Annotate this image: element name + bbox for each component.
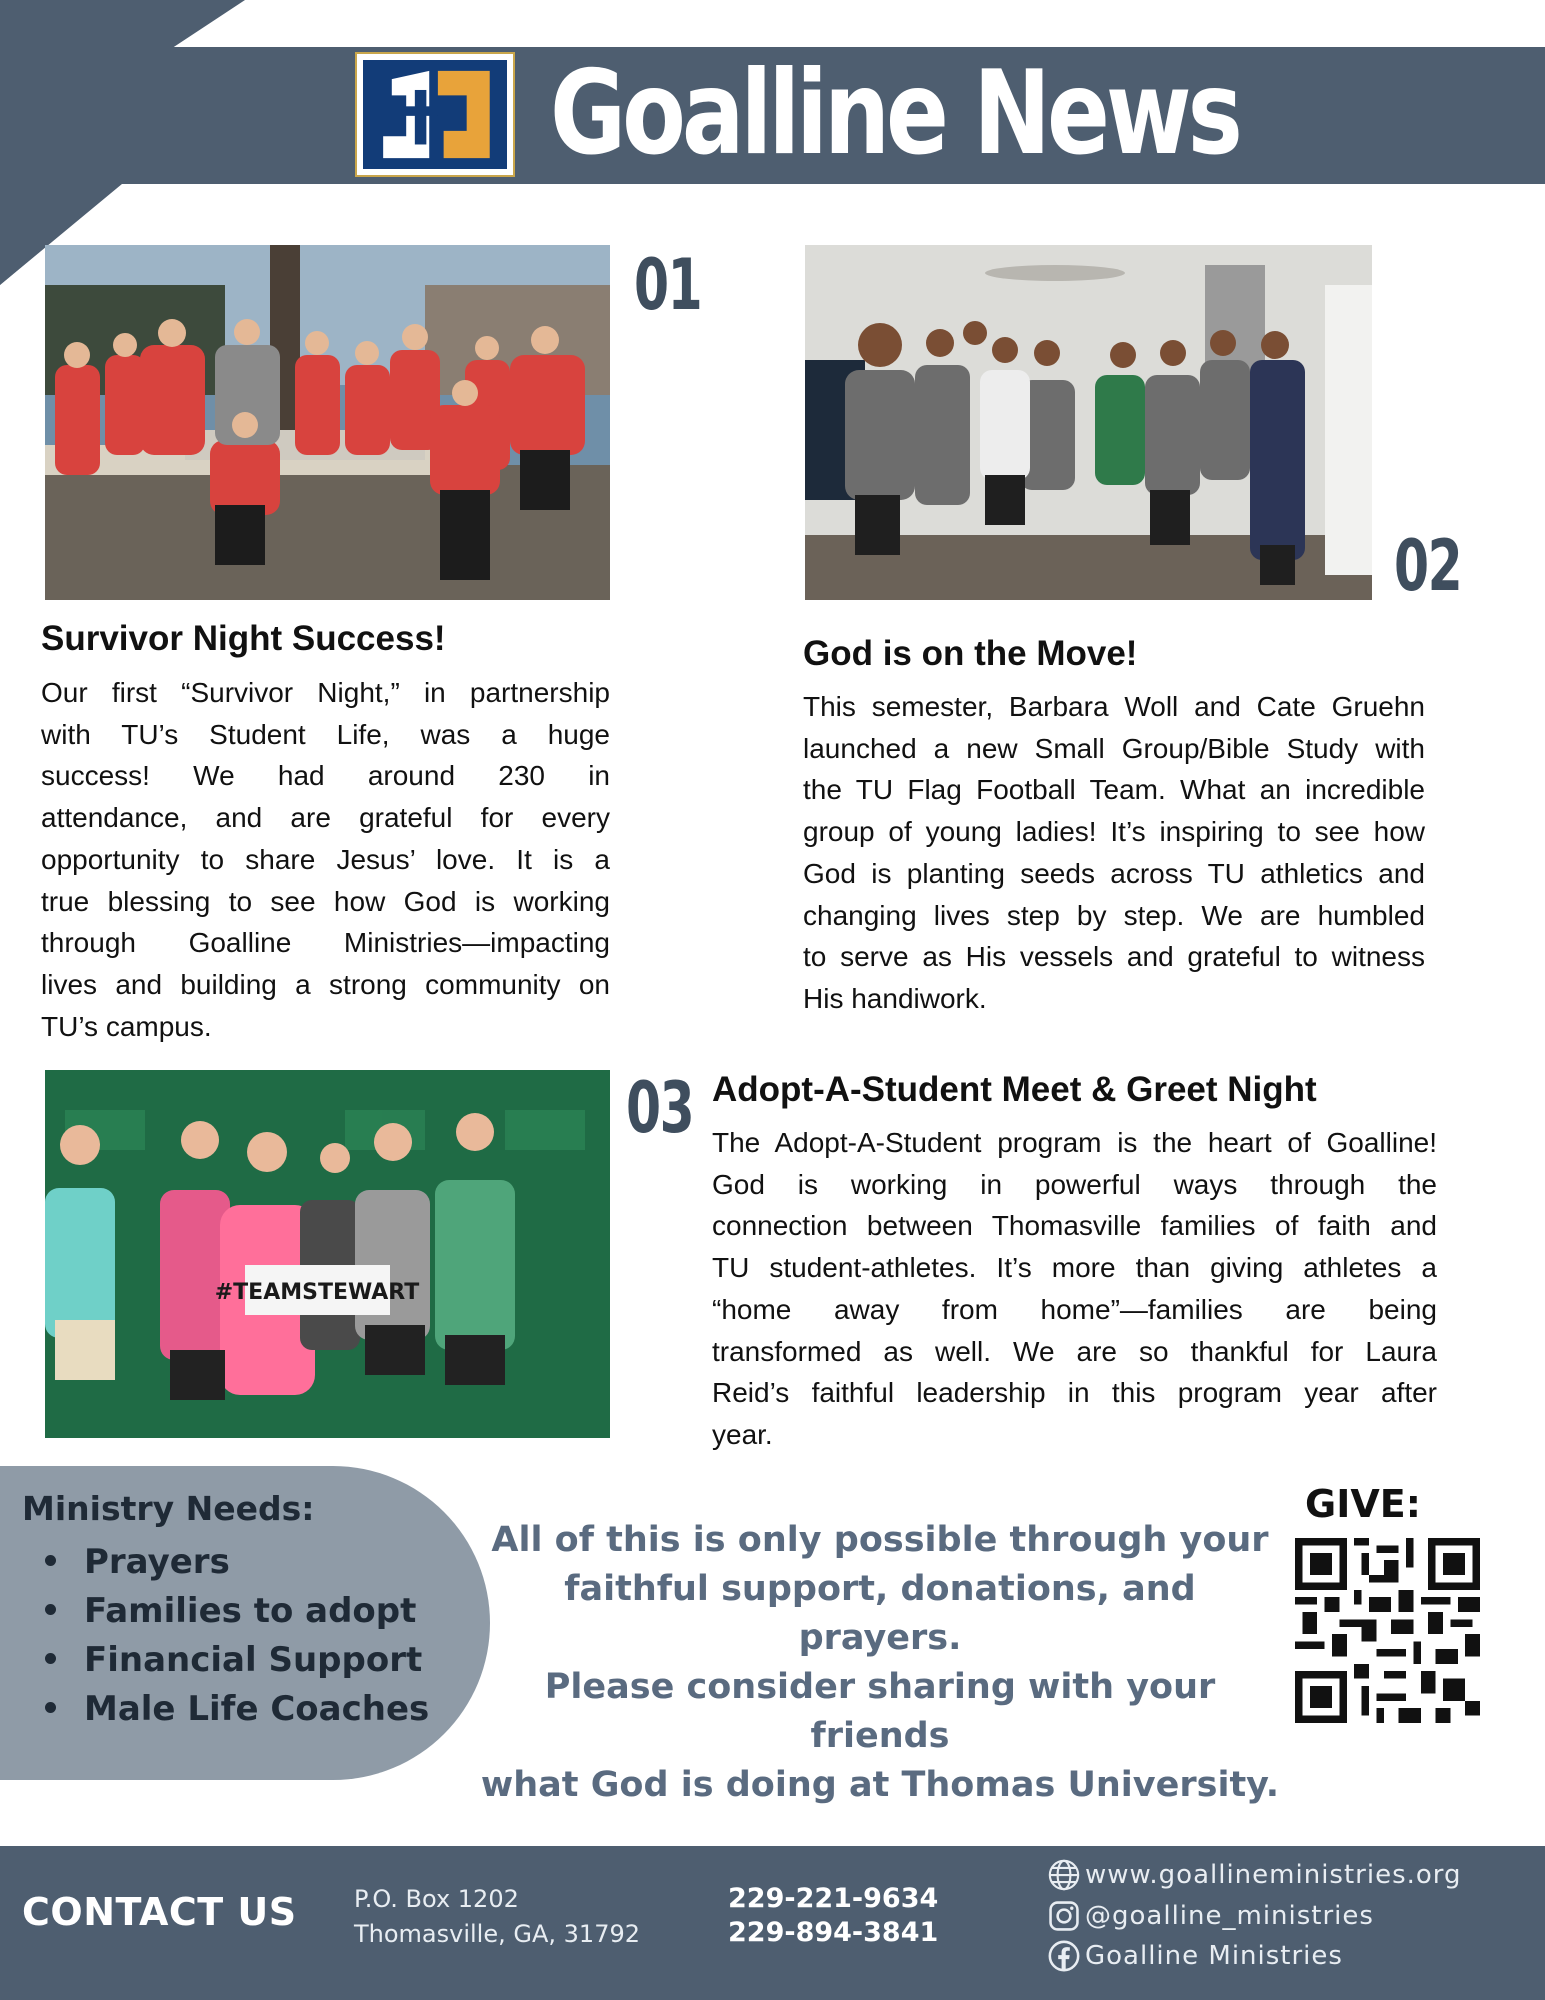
- text-line: Our first “Survivor Night,” in partnership: [41, 677, 610, 708]
- list-item: Financial Support: [45, 1636, 429, 1685]
- article-body-survivor-night: [41, 672, 610, 1047]
- text-line: lives and building a strong community on: [41, 968, 610, 1000]
- text-line: through Goalline Ministries—impacting: [41, 927, 610, 959]
- article-heading-god-on-the-move: God is on the Move!: [803, 634, 1138, 673]
- appeal-line: what God is doing at Thomas University.: [480, 1765, 1280, 1805]
- article-body-adopt-a-student: [712, 1122, 1437, 1456]
- phone-number-1[interactable]: 229-221-9634: [728, 1883, 939, 1914]
- instagram-icon: [1047, 1899, 1081, 1933]
- support-appeal: [480, 1516, 1280, 1810]
- text-line: to serve as His vessels and grateful to witness: [803, 941, 1425, 973]
- list-item: Families to adopt: [45, 1587, 429, 1636]
- teamstewart-sign: #TEAMSTEWART: [214, 1280, 420, 1305]
- bullet-icon: [45, 1702, 56, 1713]
- text-line: true blessing to see how God is working: [41, 885, 610, 917]
- bullet-icon: [45, 1555, 56, 1566]
- bullet-icon: [45, 1604, 56, 1615]
- give-qr-code[interactable]: [1295, 1538, 1480, 1723]
- newsletter-title: Goalline News: [550, 46, 1239, 181]
- flag-football-team-photo: [805, 245, 1372, 600]
- survivor-night-photo: [45, 245, 610, 600]
- text-line: transformed as well. We are so thankful for Laura: [712, 1335, 1437, 1367]
- text-line: launched a new Small Group/Bible Study with: [803, 732, 1425, 764]
- website-link[interactable]: www.goallineministries.org: [1047, 1857, 1462, 1893]
- text-line: opportunity to share Jesus’ love. It is a: [41, 843, 610, 875]
- text-line: TU student-athletes. It’s more than giving athletes a: [712, 1252, 1437, 1284]
- text-line: TU’s campus.: [41, 1010, 212, 1042]
- article-heading-survivor-night: Survivor Night Success!: [41, 619, 446, 658]
- text-line: attendance, and are grateful for every: [41, 802, 610, 834]
- address-line-1: P.O. Box 1202: [354, 1885, 519, 1913]
- text-line: connection between Thomasville families of faith and: [712, 1210, 1437, 1242]
- text-line: This semester, Barbara Woll and Cate Gruehn: [803, 691, 1425, 722]
- article-number-03: 03: [626, 1067, 694, 1149]
- article-number-02: 02: [1394, 525, 1462, 607]
- text-line: “home away from home”—families are being: [712, 1293, 1437, 1325]
- list-item: Male Life Coaches: [45, 1685, 429, 1734]
- text-line: group of young ladies! It’s inspiring to see how: [803, 816, 1425, 848]
- facebook-icon: [1047, 1939, 1081, 1973]
- article-number-01: 01: [634, 244, 702, 326]
- text-line: Reid’s faithful leadership in this program year after: [712, 1377, 1437, 1409]
- facebook-link[interactable]: Goalline Ministries: [1047, 1938, 1343, 1974]
- text-line: God is working in powerful ways through the: [712, 1168, 1437, 1200]
- article-body-god-on-the-move: [803, 686, 1425, 1020]
- globe-icon: [1047, 1858, 1081, 1892]
- contact-us-title: CONTACT US: [22, 1890, 297, 1934]
- text-line: God is planting seeds across TU athletics and: [803, 857, 1425, 889]
- text-line: year.: [712, 1418, 773, 1450]
- text-line: success! We had around 230 in: [41, 760, 610, 792]
- goalline-logo: [355, 52, 515, 177]
- article-heading-adopt-a-student: Adopt-A-Student Meet & Greet Night: [712, 1070, 1317, 1109]
- give-label: GIVE:: [1305, 1482, 1421, 1526]
- meet-and-greet-photo: [45, 1070, 610, 1438]
- appeal-line: faithful support, donations, and prayers.: [564, 1569, 1196, 1658]
- appeal-line: All of this is only possible through your: [491, 1520, 1269, 1560]
- instagram-link[interactable]: @goalline_ministries: [1047, 1898, 1374, 1934]
- ministry-needs-title: Ministry Needs:: [22, 1489, 315, 1528]
- text-line: changing lives step by step. We are humbled: [803, 899, 1425, 931]
- text-line: the TU Flag Football Team. What an incredible: [803, 774, 1425, 806]
- text-line: His handiwork.: [803, 982, 987, 1014]
- text-line: with TU’s Student Life, was a huge: [41, 718, 610, 750]
- text-line: The Adopt-A-Student program is the heart of Goalline!: [712, 1127, 1437, 1158]
- address-line-2: Thomasville, GA, 31792: [354, 1920, 640, 1948]
- bullet-icon: [45, 1653, 56, 1664]
- phone-number-2[interactable]: 229-894-3841: [728, 1917, 939, 1948]
- ministry-needs-list: [45, 1538, 429, 1734]
- list-item: Prayers: [45, 1538, 429, 1587]
- appeal-line: Please consider sharing with your friends: [544, 1667, 1216, 1756]
